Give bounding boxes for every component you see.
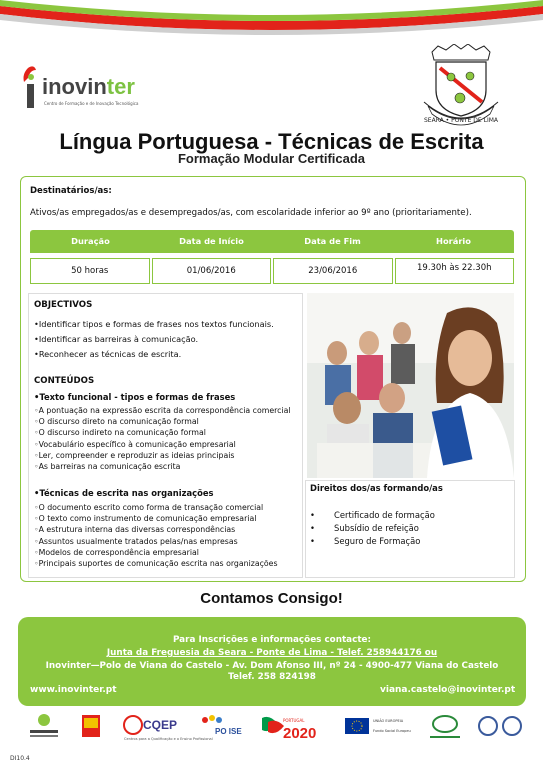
destinatarios-label: Destinatários/as: (30, 186, 112, 196)
info-header-row (30, 230, 514, 253)
content-item: ◦Assuntos usualmente tratados pelas/nas empresas (34, 536, 238, 546)
poise-text: PO ISE (215, 727, 242, 736)
rights-item (310, 509, 435, 522)
contact-address: Inovinter—Polo de Viana do Castelo - Av. Dom Afonso III, nº 24 - 4900-477 Viana do Castelo (45, 661, 499, 671)
header-horario: Horário (436, 236, 471, 246)
contamos-heading: Contamos Consigo! (200, 590, 343, 607)
topic-2-list (34, 502, 278, 569)
header-data-fim: Data de Fim (304, 236, 361, 246)
content-item: ◦As barreiras na comunicação escrita (34, 462, 181, 472)
topic-1-title: •Texto funcional - tipos e formas de frases (34, 392, 236, 402)
bullet-icon: • (310, 510, 315, 520)
value-data-inicio: 01/06/2016 (152, 258, 272, 284)
rights-item-label: Subsídio de refeição (334, 523, 419, 533)
rights-list (310, 509, 435, 548)
portugal-2020-logo (262, 717, 316, 742)
destinatarios-text: Ativos/as empregados/as e desempregados/as, com escolaridade inferior ao 9º ano (prioritariamente). (30, 208, 472, 218)
bullet-icon: • (310, 523, 315, 533)
rights-item-label: Certificado de formação (334, 510, 435, 520)
value-horario: 19.30h às 22.30h (395, 258, 515, 284)
cqep-subtext: Centros para a Qualificação e o Ensino Profissional (124, 737, 213, 741)
logo-tagline: Centro de Formação e de Inovação Tecnológica (44, 101, 139, 106)
cqep-logo (124, 716, 213, 741)
partner-logos (430, 716, 521, 738)
value-data-fim: 23/06/2016 (273, 258, 393, 284)
inovinter-logo (22, 64, 162, 112)
course-info-table (30, 230, 514, 284)
info-value-row (30, 258, 514, 284)
header-data-inicio: Data de Início (179, 236, 244, 246)
portugal-text: PORTUGAL (283, 718, 305, 723)
content-item: ◦O discurso direto na comunicação formal (34, 417, 199, 427)
course-subtitle: Formação Modular Certificada (177, 151, 366, 166)
eu-flag-icon (345, 718, 411, 734)
conteudos-title: CONTEÚDOS (34, 376, 95, 386)
website-link[interactable]: www.inovinter.pt (30, 685, 117, 695)
2020-text: 2020 (283, 725, 317, 742)
course-title: Língua Portuguesa - Técnicas de Escrita (59, 129, 484, 154)
ue-flag-small-icon (82, 715, 100, 737)
crest-text: SEARA • PONTE DE LIMA (424, 117, 498, 124)
logo-wordmark: inovinter (42, 74, 135, 99)
value-duracao: 50 horas (30, 258, 150, 284)
poise-logo (202, 715, 242, 736)
fse-text: Fundo Social Europeu (373, 729, 411, 733)
content-item: ◦A estrutura interna das diversas correspondências (34, 525, 236, 535)
funding-logos (0, 710, 543, 750)
contact-phone: Telef. 258 824198 (228, 672, 316, 682)
rights-item (310, 535, 435, 548)
header-banner (0, 0, 543, 50)
students-photo (307, 293, 514, 478)
content-item: ◦Ler, compreender e reproduzir as ideias principais (34, 450, 235, 460)
content-item: ◦O discurso indireto na comunicação formal (34, 428, 206, 438)
rights-item-label: Seguro de Formação (334, 536, 421, 546)
rights-item (310, 522, 435, 535)
ue-text: UNIÃO EUROPEIA (373, 719, 404, 723)
document-code: DI10.4 (10, 755, 30, 762)
topic-1-list (34, 405, 291, 472)
contact-intro: Para Inscrições e informações contacte: (172, 635, 372, 645)
objetivos-title: OBJECTIVOS (34, 300, 93, 310)
bullet-icon: • (310, 536, 315, 546)
objetivo-item: •Identificar tipos e formas de frases nos textos funcionais. (34, 319, 274, 329)
email-link[interactable]: viana.castelo@inovinter.pt (380, 685, 516, 695)
content-item: ◦O texto como instrumento de comunicação empresarial (34, 514, 257, 524)
rights-title: Direitos dos/as formando/as (310, 483, 443, 493)
seara-crest-icon (418, 44, 504, 130)
content-item: ◦Vocabulário específico à comunicação empresarial (34, 439, 236, 449)
content-item: ◦O documento escrito como forma de transação comercial (34, 503, 264, 512)
logo-i-icon (22, 64, 38, 108)
content-item: ◦Modelos de correspondência empresarial (34, 547, 199, 557)
objetivos-list (34, 317, 274, 362)
topic-2-title: •Técnicas de escrita nas organizações (34, 488, 214, 498)
header-duracao: Duração (71, 236, 110, 246)
contact-junta-link[interactable]: Junta da Freguesia da Seara - Ponte de Lima - Telef. 258944176 ou (106, 648, 438, 658)
objetivo-item: •Reconhecer as técnicas de escrita. (34, 349, 182, 359)
content-item: ◦Principais suportes de comunicação escrita nas organizações (34, 559, 278, 569)
iefp-logo (30, 714, 58, 737)
objetivo-item: •Identificar as barreiras à comunicação. (34, 334, 199, 344)
cqep-text: CQEP (143, 718, 178, 732)
content-item: ◦A pontuação na expressão escrita da correspondência comercial (34, 406, 291, 415)
